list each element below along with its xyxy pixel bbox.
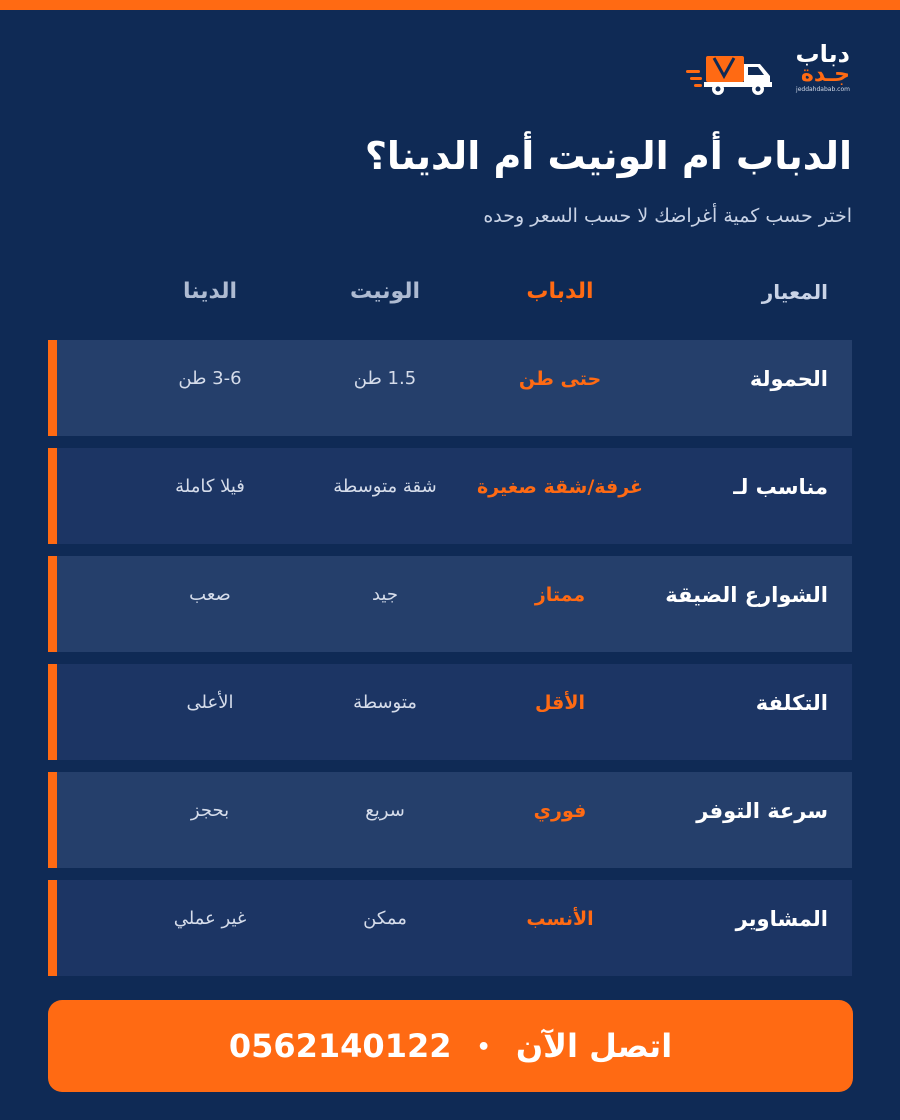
row-criterion: سرعة التوفر <box>696 799 828 823</box>
row-accent-bar <box>48 340 57 436</box>
top-accent-bar <box>0 0 900 10</box>
header-dabab: الدباب <box>526 279 594 304</box>
row-criterion: مناسب لـ <box>733 475 828 499</box>
row-criterion: التكلفة <box>755 691 828 715</box>
row-accent-bar <box>48 664 57 760</box>
row-wanet-value: جيد <box>371 584 398 605</box>
table-row-availability <box>48 772 852 868</box>
row-dabab-value: ممتاز <box>534 584 586 606</box>
row-dabab-value: فوري <box>533 800 587 822</box>
row-wanet-value: متوسطة <box>353 692 417 713</box>
row-dabab-value: غرفة/شقة صغيرة <box>476 476 644 498</box>
row-criterion: الحمولة <box>749 367 828 391</box>
row-dyna-value: فيلا كاملة <box>175 476 245 497</box>
header-criterion: المعيار <box>761 280 828 304</box>
page-title: الدباب أم الونيت أم الدينا؟ <box>364 134 852 178</box>
row-dyna-value: 3-6 طن <box>178 368 242 389</box>
row-dyna-value: الأعلى <box>186 692 234 713</box>
row-accent-bar <box>48 880 57 976</box>
page-subtitle: اختر حسب كمية أغراضك لا حسب السعر وحده <box>483 205 852 227</box>
row-wanet-value: 1.5 طن <box>353 368 417 389</box>
table-row-cost <box>48 664 852 760</box>
table-row-errands <box>48 880 852 976</box>
row-accent-bar <box>48 772 57 868</box>
row-wanet-value: شقة متوسطة <box>333 476 437 497</box>
row-dabab-value: الأنسب <box>526 908 594 930</box>
row-accent-bar <box>48 448 57 544</box>
row-dyna-value: غير عملي <box>173 908 247 929</box>
cta-separator: • <box>476 1035 491 1060</box>
header-wanet: الونيت <box>349 279 421 304</box>
call-now-label: اتصل الآن <box>515 1027 673 1065</box>
table-row-suitable <box>48 448 852 544</box>
truck-icon <box>684 46 780 98</box>
row-accent-bar <box>48 556 57 652</box>
header-dyna: الدينا <box>182 279 237 304</box>
phone-number[interactable]: 0562140122 <box>228 1027 452 1065</box>
logo-word-dabab: دباب <box>795 40 850 68</box>
logo-word-jeddah: جـدة <box>800 62 850 87</box>
row-dabab-value: حتى طن <box>518 368 602 390</box>
row-criterion: المشاوير <box>735 907 828 931</box>
row-dyna-value: بحجز <box>190 800 230 821</box>
row-dyna-value: صعب <box>189 584 231 605</box>
row-wanet-value: ممكن <box>363 908 407 929</box>
logo[interactable] <box>684 42 854 98</box>
logo-site-url: jeddahdabab.com <box>796 86 850 93</box>
row-dabab-value: الأقل <box>534 692 586 714</box>
table-row-load <box>48 340 852 436</box>
row-wanet-value: سريع <box>365 800 405 821</box>
call-now-button[interactable] <box>48 1000 853 1092</box>
table-row-narrow-streets <box>48 556 852 652</box>
row-criterion: الشوارع الضيقة <box>665 583 828 607</box>
